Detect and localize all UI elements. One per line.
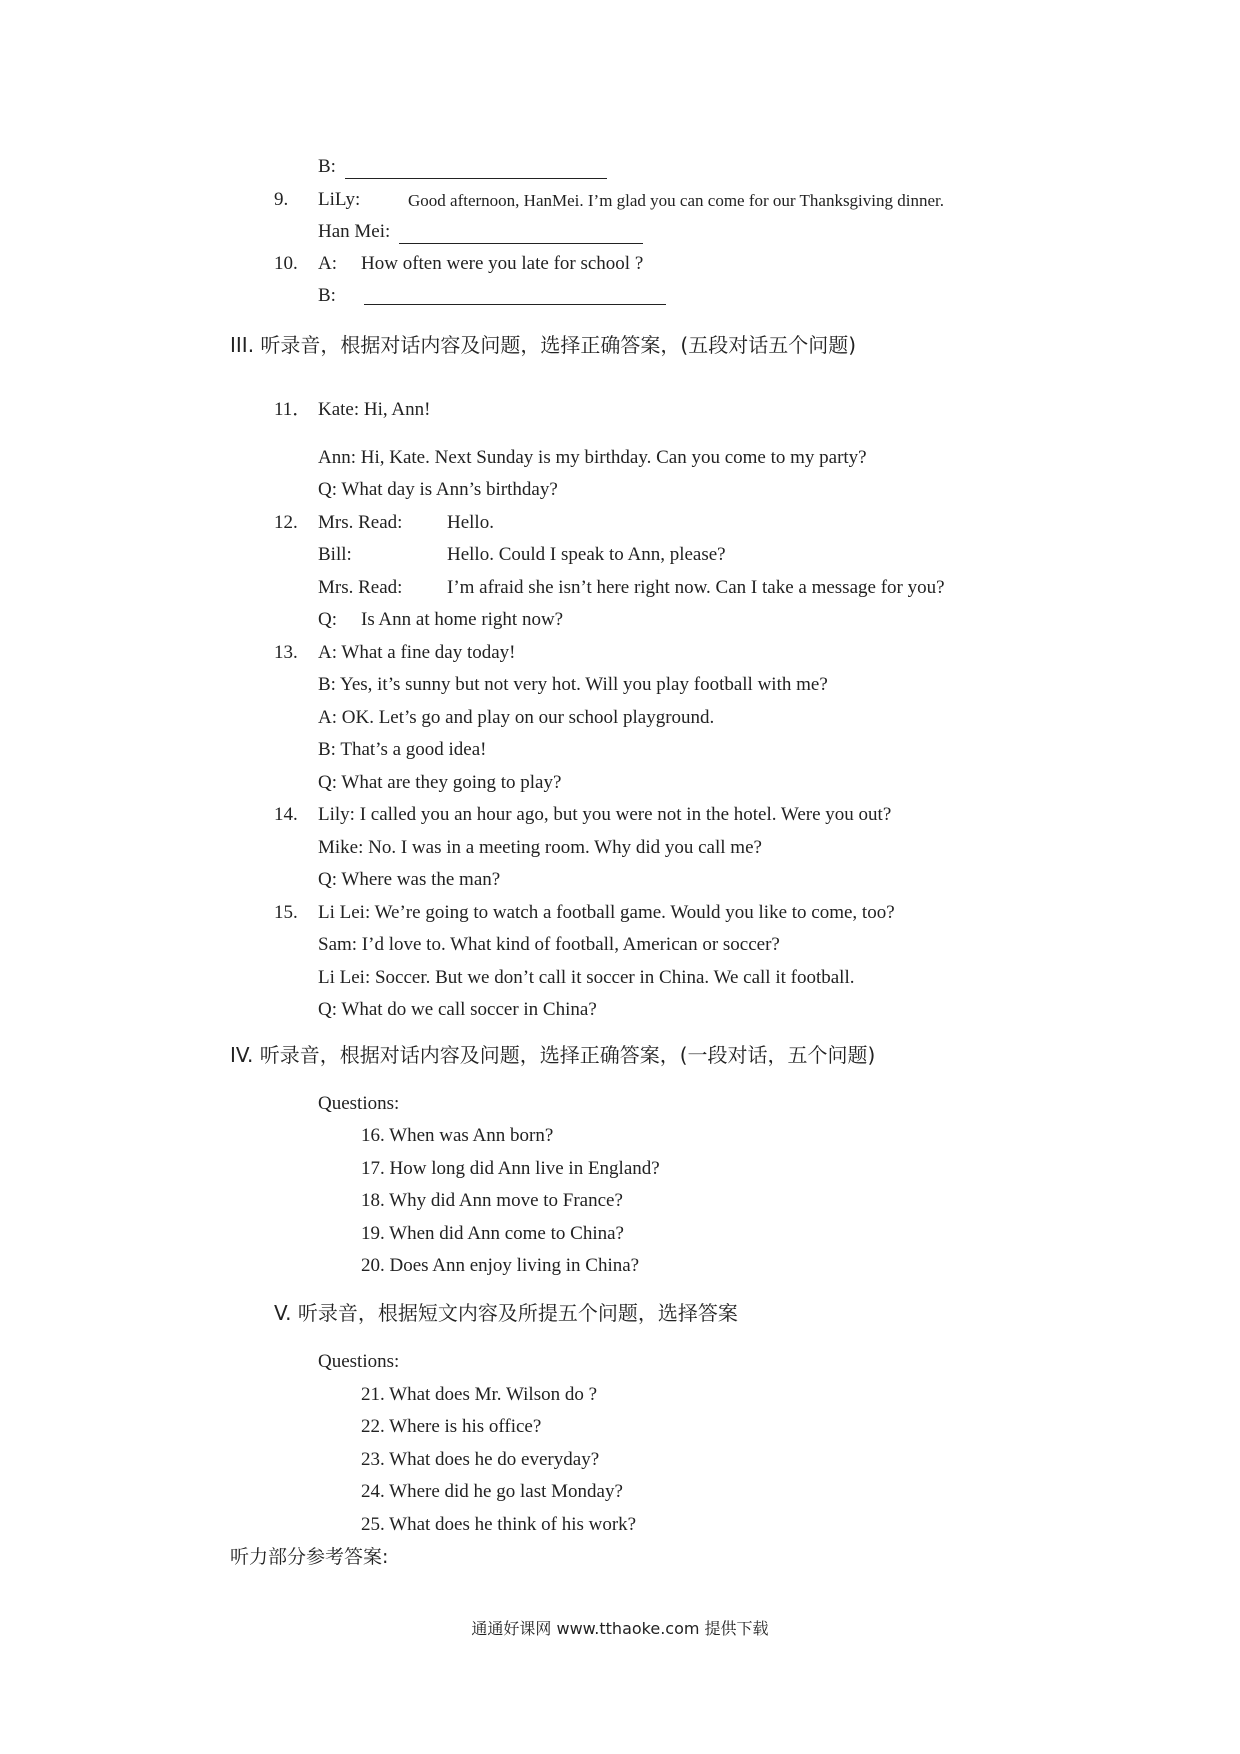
q11-question: Q: What day is Ann’s birthday? xyxy=(318,479,558,500)
q11-line: Kate: Hi, Ann! xyxy=(318,399,431,420)
section-iv-heading: IV. 听录音，根据对话内容及问题，选择正确答案，(一段对话，五个问题) xyxy=(230,1043,876,1067)
speaker-label: LiLy: xyxy=(318,189,361,210)
q12-question: Is Ann at home right now? xyxy=(361,609,564,630)
q10-line-a xyxy=(318,252,337,276)
answer-blank xyxy=(345,160,607,179)
question-item: 16. When was Ann born? xyxy=(361,1125,554,1146)
question-number: 10. xyxy=(274,253,298,274)
questions-label: Questions: xyxy=(318,1093,400,1114)
q9-line-b xyxy=(318,220,643,244)
q12-text: I’m afraid she isn’t here right now. Can I take a message for you? xyxy=(447,577,945,598)
speaker-label: Han Mei: xyxy=(318,221,391,242)
question-number: 14. xyxy=(274,804,298,825)
q9-dialogue-text: Good afternoon, HanMei. I’m glad you can come for our Thanksgiving dinner. xyxy=(408,191,944,210)
speaker-label: A: xyxy=(318,253,337,274)
q12-speaker: Mrs. Read: xyxy=(318,577,403,598)
speaker-label: B: xyxy=(318,285,336,306)
q8-b-line xyxy=(318,155,607,179)
q12-speaker: Mrs. Read: xyxy=(318,512,403,533)
q11-line: Ann: Hi, Kate. Next Sunday is my birthday. Can you come to my party? xyxy=(318,447,867,468)
q12-text: Hello. Could I speak to Ann, please? xyxy=(447,544,726,565)
question-item: 22. Where is his office? xyxy=(361,1416,542,1437)
q12-speaker: Bill: xyxy=(318,544,352,565)
q13-line: B: That’s a good idea! xyxy=(318,739,487,760)
question-item: 21. What does Mr. Wilson do ? xyxy=(361,1384,598,1405)
question-item: 20. Does Ann enjoy living in China? xyxy=(361,1255,640,1276)
q12-speaker: Q: xyxy=(318,609,337,630)
q12-text: Hello. xyxy=(447,512,494,533)
question-item: 18. Why did Ann move to France? xyxy=(361,1190,623,1211)
q14-question: Q: Where was the man? xyxy=(318,869,501,890)
question-item: 25. What does he think of his work? xyxy=(361,1514,637,1535)
question-item: 24. Where did he go last Monday? xyxy=(361,1481,623,1502)
question-number: 13. xyxy=(274,642,298,663)
q15-line: Sam: I’d love to. What kind of football, American or soccer? xyxy=(318,934,780,955)
q13-question: Q: What are they going to play? xyxy=(318,772,562,793)
question-number: 12. xyxy=(274,512,298,533)
q15-question: Q: What do we call soccer in China? xyxy=(318,999,597,1020)
q10-line-b xyxy=(318,284,336,308)
q13-line: A: OK. Let’s go and play on our school playground. xyxy=(318,707,715,728)
question-item: 19. When did Ann come to China? xyxy=(361,1223,624,1244)
q9-line-a xyxy=(318,188,360,212)
answer-blank xyxy=(364,286,666,305)
question-number: 15. xyxy=(274,902,298,923)
answer-blank xyxy=(399,225,643,244)
question-item: 17. How long did Ann live in England? xyxy=(361,1158,660,1179)
answers-label: 听力部分参考答案: xyxy=(230,1546,389,1568)
q10-dialogue-text: How often were you late for school ? xyxy=(361,253,644,274)
question-number: 11． xyxy=(274,399,312,420)
question-number: 9. xyxy=(274,189,289,210)
section-iii-heading: III. 听录音，根据对话内容及问题，选择正确答案，(五段对话五个问题) xyxy=(230,333,857,357)
page-footer: 通通好课网 www.tthaoke.com 提供下载 xyxy=(471,1619,769,1638)
section-v-heading: V. 听录音，根据短文内容及所提五个问题，选择答案 xyxy=(274,1301,738,1325)
q13-line: B: Yes, it’s sunny but not very hot. Will you play football with me? xyxy=(318,674,828,695)
q13-line: A: What a fine day today! xyxy=(318,642,516,663)
speaker-label: B: xyxy=(318,156,336,177)
questions-label: Questions: xyxy=(318,1351,400,1372)
question-item: 23. What does he do everyday? xyxy=(361,1449,600,1470)
q15-line: Li Lei: Soccer. But we don’t call it soccer in China. We call it football. xyxy=(318,967,855,988)
q15-line: Li Lei: We’re going to watch a football game. Would you like to come, too? xyxy=(318,902,895,923)
q14-line: Mike: No. I was in a meeting room. Why did you call me? xyxy=(318,837,762,858)
q14-line: Lily: I called you an hour ago, but you were not in the hotel. Were you out? xyxy=(318,804,892,825)
